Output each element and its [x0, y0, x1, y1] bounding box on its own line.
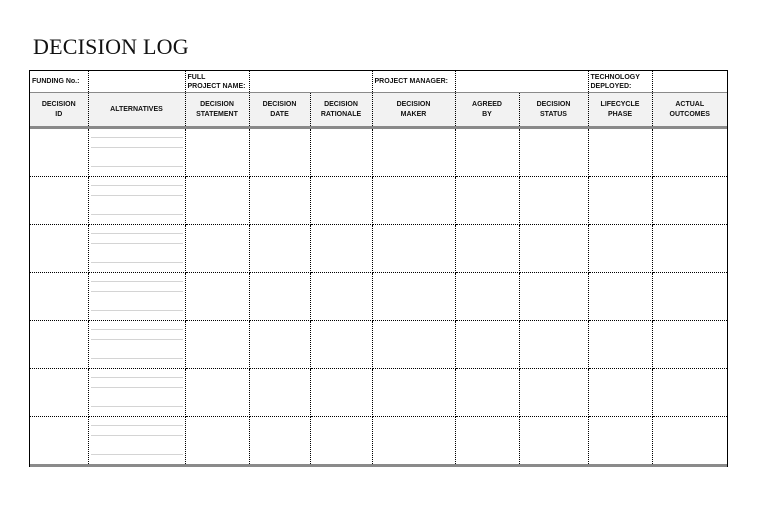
cell-decision-maker[interactable]: [372, 129, 455, 177]
cell-decision-rationale[interactable]: [310, 177, 372, 225]
cell-actual-outcomes[interactable]: [652, 225, 727, 273]
guide-line: [91, 147, 183, 148]
guide-line: [91, 329, 183, 330]
header-line2: BY: [482, 110, 492, 118]
guide-line: [91, 137, 183, 138]
header-line2: ID: [55, 110, 63, 118]
technology-label-line2: DEPLOYED:: [590, 82, 632, 90]
cell-decision-statement[interactable]: [185, 177, 249, 225]
alternatives-guide-lines: [91, 273, 183, 320]
cell-decision-statement[interactable]: [185, 225, 249, 273]
cell-decision-date[interactable]: [249, 129, 310, 177]
cell-agreed-by[interactable]: [455, 225, 519, 273]
project-name-field[interactable]: [249, 71, 372, 93]
header-decision-rationale: [310, 93, 372, 128]
funding-label: FUNDING No.:: [30, 71, 88, 93]
guide-line: [91, 310, 183, 311]
table-row: [30, 129, 727, 177]
table-row: [30, 321, 727, 369]
guide-line: [91, 454, 183, 455]
header-line1: LIFECYCLE: [600, 100, 640, 108]
cell-decision-maker[interactable]: [372, 321, 455, 369]
guide-line: [91, 233, 183, 234]
cell-decision-maker[interactable]: [372, 369, 455, 417]
guide-line: [91, 358, 183, 359]
cell-decision-id[interactable]: [30, 321, 88, 369]
cell-alternatives[interactable]: [88, 321, 185, 369]
guide-line: [91, 243, 183, 244]
cell-decision-statement[interactable]: [185, 369, 249, 417]
cell-decision-id[interactable]: [30, 129, 88, 177]
cell-decision-date[interactable]: [249, 273, 310, 321]
cell-decision-status[interactable]: [519, 177, 588, 225]
guide-line: [91, 339, 183, 340]
cell-decision-id[interactable]: [30, 417, 88, 466]
guide-line: [91, 214, 183, 215]
project-name-label-line1: FULL: [187, 73, 206, 81]
cell-actual-outcomes[interactable]: [652, 321, 727, 369]
cell-decision-maker[interactable]: [372, 417, 455, 466]
cell-lifecycle-phase[interactable]: [588, 273, 652, 321]
guide-line: [91, 185, 183, 186]
project-info-row: [30, 71, 727, 93]
cell-alternatives[interactable]: [88, 225, 185, 273]
guide-line: [91, 435, 183, 436]
cell-lifecycle-phase[interactable]: [588, 369, 652, 417]
cell-decision-date[interactable]: [249, 321, 310, 369]
guide-line: [91, 425, 183, 426]
guide-line: [91, 291, 183, 292]
cell-decision-status[interactable]: [519, 129, 588, 177]
cell-lifecycle-phase[interactable]: [588, 417, 652, 466]
cell-decision-maker[interactable]: [372, 225, 455, 273]
table-row: [30, 273, 727, 321]
alternatives-guide-lines: [91, 369, 183, 416]
cell-lifecycle-phase[interactable]: [588, 177, 652, 225]
header-line2: OUTCOMES: [669, 110, 710, 118]
cell-actual-outcomes[interactable]: [652, 273, 727, 321]
cell-decision-status[interactable]: [519, 417, 588, 466]
cell-decision-rationale[interactable]: [310, 417, 372, 466]
cell-lifecycle-phase[interactable]: [588, 225, 652, 273]
decision-log-table: [29, 70, 728, 467]
cell-decision-statement[interactable]: [185, 321, 249, 369]
cell-decision-status[interactable]: [519, 273, 588, 321]
funding-field[interactable]: [88, 71, 185, 93]
header-line1: DECISION: [262, 100, 297, 108]
column-header-row: [30, 93, 727, 128]
cell-decision-date[interactable]: [249, 225, 310, 273]
alternatives-guide-lines: [91, 225, 183, 272]
cell-agreed-by[interactable]: [455, 417, 519, 466]
guide-line: [91, 377, 183, 378]
project-name-label: [185, 71, 249, 93]
cell-actual-outcomes[interactable]: [652, 177, 727, 225]
technology-label-line1: TECHNOLOGY: [590, 73, 640, 81]
cell-decision-id[interactable]: [30, 273, 88, 321]
header-decision-maker: [372, 93, 455, 128]
alternatives-guide-lines: [91, 177, 183, 224]
cell-alternatives[interactable]: [88, 369, 185, 417]
guide-line: [91, 406, 183, 407]
cell-decision-statement[interactable]: [185, 129, 249, 177]
cell-alternatives[interactable]: [88, 417, 185, 466]
header-decision-statement: [185, 93, 249, 128]
guide-line: [91, 166, 183, 167]
header-line2: DATE: [270, 110, 289, 118]
header-actual-outcomes: [652, 93, 727, 128]
alternatives-guide-lines: [91, 321, 183, 368]
cell-lifecycle-phase[interactable]: [588, 321, 652, 369]
cell-agreed-by[interactable]: [455, 273, 519, 321]
header-decision-id: [30, 93, 88, 128]
header-line1: AGREED: [472, 100, 502, 108]
cell-decision-rationale[interactable]: [310, 321, 372, 369]
table-row: [30, 369, 727, 417]
technology-field[interactable]: [652, 71, 727, 93]
guide-line: [91, 195, 183, 196]
guide-line: [91, 262, 183, 263]
alternatives-guide-lines: [91, 129, 183, 176]
header-agreed-by: [455, 93, 519, 128]
header-line1: ACTUAL: [675, 100, 705, 108]
cell-decision-rationale[interactable]: [310, 273, 372, 321]
header-line1: ALTERNATIVES: [110, 105, 163, 113]
header-decision-date: [249, 93, 310, 128]
cell-decision-status[interactable]: [519, 225, 588, 273]
header-line1: DECISION: [200, 100, 234, 108]
table-row: [30, 417, 727, 466]
cell-decision-rationale[interactable]: [310, 369, 372, 417]
guide-line: [91, 387, 183, 388]
header-alternatives: [88, 93, 185, 128]
technology-label: [588, 71, 652, 93]
table-row: [30, 225, 727, 273]
header-line1: DECISION: [324, 100, 358, 108]
table-row: [30, 177, 727, 225]
cell-decision-maker[interactable]: [372, 177, 455, 225]
header-line2: RATIONALE: [320, 110, 362, 118]
project-manager-field[interactable]: [455, 71, 588, 93]
cell-agreed-by[interactable]: [455, 321, 519, 369]
header-line1: DECISION: [41, 100, 76, 108]
cell-decision-id[interactable]: [30, 369, 88, 417]
project-manager-label: PROJECT MANAGER:: [372, 71, 455, 93]
guide-line: [91, 281, 183, 282]
alternatives-guide-lines: [91, 417, 183, 464]
cell-alternatives[interactable]: [88, 273, 185, 321]
cell-decision-status[interactable]: [519, 369, 588, 417]
header-line2: STATUS: [540, 110, 567, 118]
cell-decision-status[interactable]: [519, 321, 588, 369]
header-line2: MAKER: [400, 110, 427, 118]
cell-decision-maker[interactable]: [372, 273, 455, 321]
cell-decision-date[interactable]: [249, 177, 310, 225]
cell-decision-date[interactable]: [249, 417, 310, 466]
cell-decision-id[interactable]: [30, 225, 88, 273]
cell-actual-outcomes[interactable]: [652, 129, 727, 177]
header-line1: DECISION: [536, 100, 571, 108]
header-line1: DECISION: [396, 100, 431, 108]
cell-actual-outcomes[interactable]: [652, 369, 727, 417]
header-line2: STATEMENT: [196, 110, 238, 118]
cell-alternatives[interactable]: [88, 177, 185, 225]
cell-agreed-by[interactable]: [455, 369, 519, 417]
cell-decision-date[interactable]: [249, 369, 310, 417]
cell-alternatives[interactable]: [88, 129, 185, 177]
cell-decision-rationale[interactable]: [310, 225, 372, 273]
cell-decision-id[interactable]: [30, 177, 88, 225]
cell-agreed-by[interactable]: [455, 177, 519, 225]
cell-decision-statement[interactable]: [185, 273, 249, 321]
cell-lifecycle-phase[interactable]: [588, 129, 652, 177]
project-name-label-line2: PROJECT NAME:: [187, 82, 246, 90]
cell-actual-outcomes[interactable]: [652, 417, 727, 466]
cell-agreed-by[interactable]: [455, 129, 519, 177]
cell-decision-statement[interactable]: [185, 417, 249, 466]
cell-decision-rationale[interactable]: [310, 129, 372, 177]
header-decision-status: [519, 93, 588, 128]
header-line2: PHASE: [607, 110, 633, 118]
page-title: DECISION LOG: [33, 34, 189, 59]
header-lifecycle-phase: [588, 93, 652, 128]
